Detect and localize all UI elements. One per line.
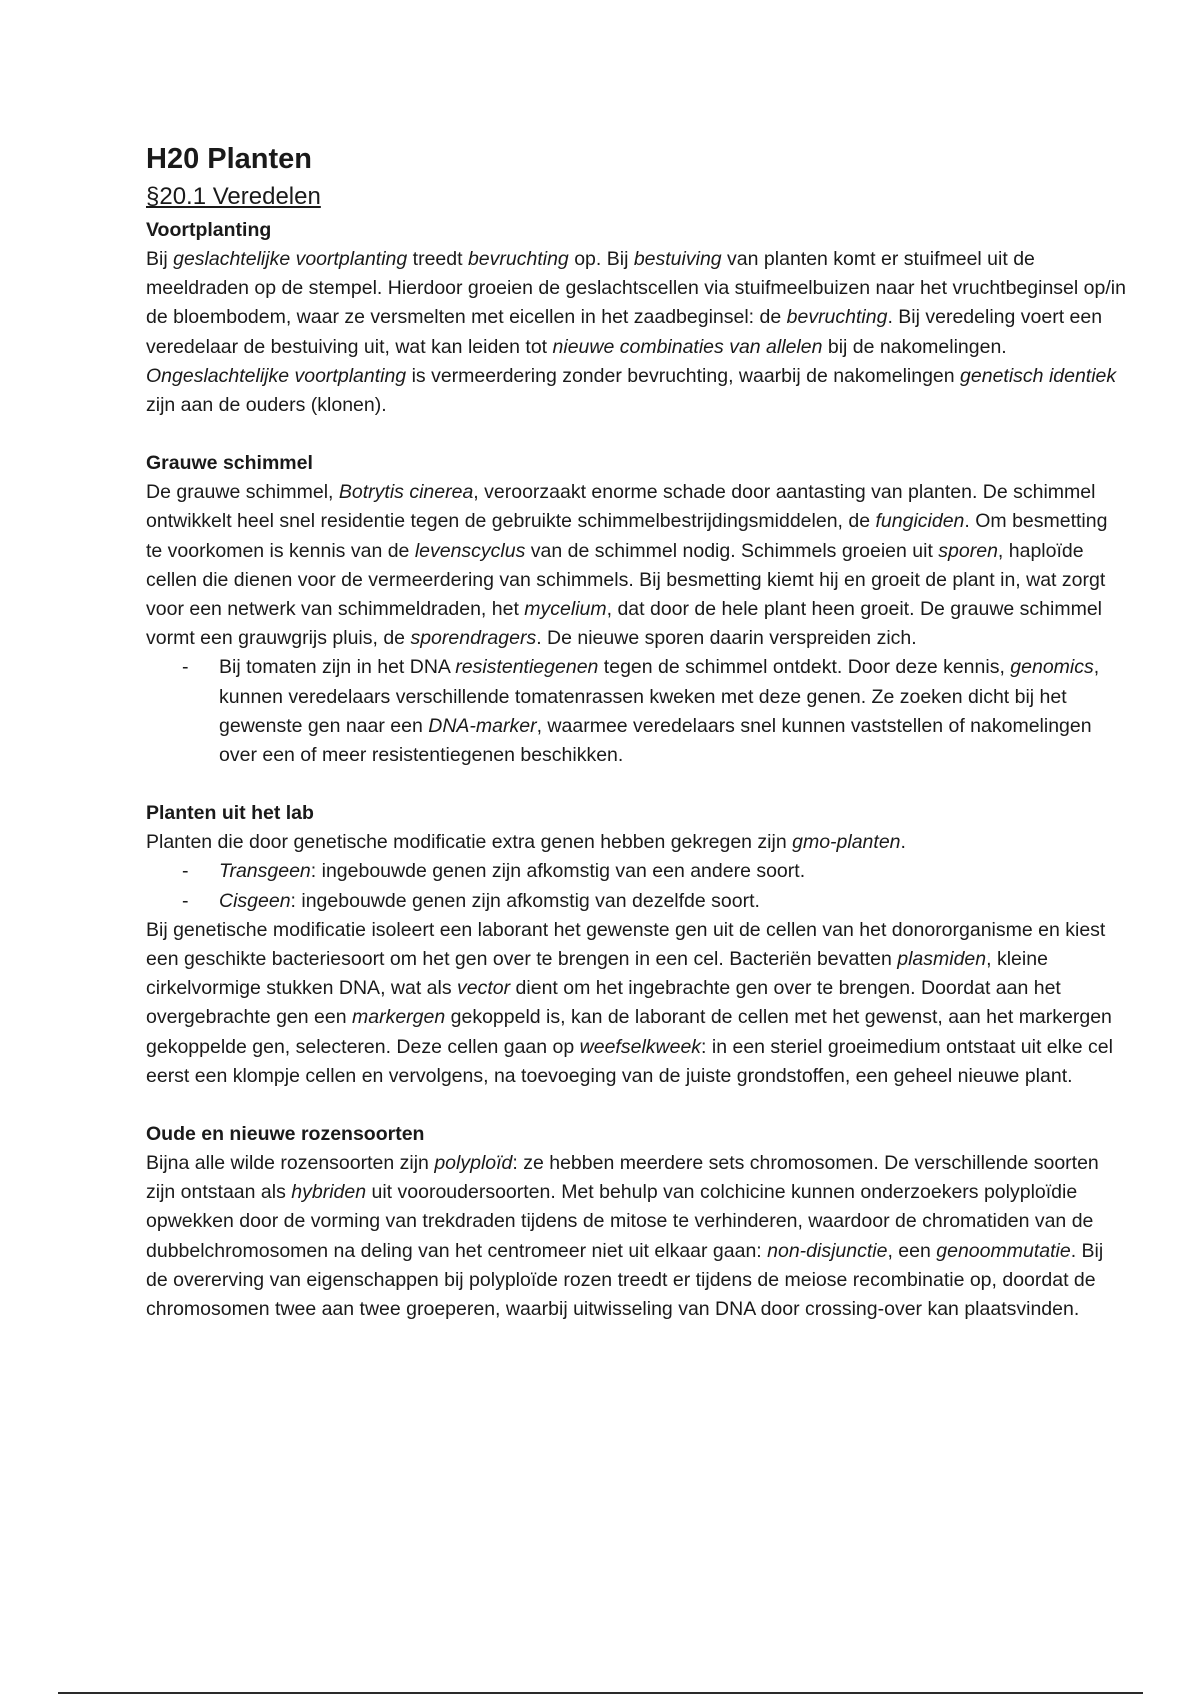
- text-run: , kleine cirkelvormige stukken DNA, wat als: [146, 948, 1048, 1000]
- italic-term: non-disjunctie: [767, 1239, 888, 1262]
- paragraph-planten-lab: [146, 916, 1126, 1091]
- section-title: §20.1 Veredelen: [146, 183, 321, 210]
- text-run: : ze hebben meerdere sets chromosomen. De verschillende soorten zijn ontstaan als: [146, 1152, 1099, 1204]
- italic-term: sporendragers: [410, 627, 537, 650]
- list-item-text: [219, 890, 760, 912]
- text-run: : ingebouwde genen zijn afkomstig van een andere soort.: [310, 860, 806, 883]
- italic-term: Ongeslachtelijke voortplanting: [146, 364, 407, 387]
- heading-grauwe-schimmel: Grauwe schimmel: [146, 452, 313, 475]
- text-run: , haploïde cellen die dienen voor de vermeerdering van schimmels. Bij besmetting kiemt hij en groeit de plant in, wat zorgt voor een netwerk van schimmeldraden, het: [146, 539, 1106, 621]
- italic-term: markergen: [352, 1006, 446, 1029]
- bullet-list-grauwe-schimmel: [146, 653, 1126, 770]
- italic-term: Cisgeen: [219, 889, 291, 912]
- spacer: [146, 420, 1126, 449]
- text-run: Bij genetische modificatie isoleert een laborant het gewenste gen uit de cellen van het donororganisme en kiest een geschikte bacteriesoort om het gen over te brengen in een cel. Bacteriën bevatten: [146, 918, 1106, 971]
- text-run: : ingebouwde genen zijn afkomstig van dezelfde soort.: [290, 889, 760, 912]
- text-run: Bij tomaten zijn in het DNA: [219, 656, 456, 679]
- text-run: .: [900, 831, 906, 854]
- section-rozensoorten: [146, 1120, 1126, 1324]
- chapter-title: H20 Planten: [146, 143, 312, 175]
- bullet-list-planten-lab: [146, 857, 1126, 915]
- italic-term: Transgeen: [219, 860, 311, 883]
- text-run: zijn aan de ouders (klonen).: [146, 394, 387, 417]
- italic-term: weefselkweek: [579, 1035, 702, 1058]
- document-page: [146, 142, 1126, 1324]
- italic-term: fungiciden: [875, 510, 965, 533]
- italic-term: Botrytis cinerea: [338, 481, 474, 504]
- section-voortplanting: [146, 216, 1126, 420]
- italic-term: genetisch identiek: [960, 364, 1117, 387]
- italic-term: polyploïd: [434, 1152, 513, 1175]
- text-run: op. Bij: [568, 248, 634, 270]
- dash-bullet: -: [182, 860, 189, 883]
- dash-bullet: -: [182, 889, 189, 912]
- italic-term: levenscyclus: [414, 539, 526, 562]
- heading-planten-lab: Planten uit het lab: [146, 802, 314, 825]
- text-run: . Bij veredeling voert een veredelaar de bestuiving uit, wat kan leiden tot: [146, 306, 1103, 358]
- spacer: [146, 1091, 1126, 1120]
- text-run: , dat door de hele plant heen groeit. De grauwe schimmel vormt een grauwgrijs pluis, de: [146, 598, 1102, 650]
- text-run: , waarmee veredelaars snel kunnen vaststellen of nakomelingen over een of meer resistentiegenen beschikken.: [219, 714, 1092, 767]
- text-run: , een: [887, 1239, 937, 1262]
- paragraph-rozensoorten: [146, 1149, 1126, 1324]
- text-run: : in een steriel groeimedium ontstaat uit elke cel eerst een klompje cellen en vervolgens, na toevoeging van de juiste grondstoffen, een geheel nieuwe plant.: [146, 1035, 1113, 1087]
- italic-term: sporen: [938, 539, 998, 562]
- text-run: Bijna alle wilde rozensoorten zijn: [146, 1152, 435, 1175]
- list-item-text: [219, 860, 805, 882]
- text-run: De grauwe schimmel,: [146, 481, 339, 504]
- italic-term: vector: [457, 977, 511, 1000]
- text-run: van de schimmel nodig. Schimmels groeien uit: [525, 539, 939, 562]
- footer-divider: [58, 1692, 1143, 1694]
- text-run: tegen de schimmel ontdekt. Door deze kennis,: [598, 656, 1011, 679]
- text-run: gekoppeld is, kan de laborant de cellen met het gewenst, aan het markergen gekoppelde gen, selecteren. Deze cellen gaan op: [146, 1006, 1112, 1058]
- italic-term: hybriden: [291, 1181, 367, 1204]
- list-item: [146, 653, 1126, 770]
- text-run: uit vooroudersoorten. Met behulp van colchicine kunnen onderzoekers polyploïdie opwekken door de vorming van trekdraden tijdens de mitose te verhinderen, waardoor de chromatiden van de dubbelchromosomen na deling van het centromeer niet uit elkaar gaan:: [146, 1181, 1094, 1262]
- heading-voortplanting: Voortplanting: [146, 219, 272, 241]
- paragraph-voortplanting: [146, 245, 1126, 420]
- text-run: Bij: [146, 248, 174, 270]
- dash-bullet: -: [182, 656, 189, 679]
- section-planten-lab: [146, 799, 1126, 1091]
- text-run: . Om besmetting te voorkomen is kennis van de: [146, 510, 1108, 562]
- text-run: Planten die door genetische modificatie extra genen hebben gekregen zijn: [146, 831, 793, 854]
- paragraph-planten-lab-intro: [146, 828, 1126, 857]
- italic-term: genomics: [1010, 656, 1094, 679]
- italic-term: bestuiving: [633, 248, 722, 270]
- paragraph-grauwe-schimmel: [146, 478, 1126, 653]
- italic-term: geslachtelijke voortplanting: [173, 248, 408, 270]
- italic-term: bevruchting: [467, 248, 569, 270]
- italic-term: mycelium: [524, 598, 607, 621]
- text-run: is vermeerdering zonder bevruchting, waarbij de nakomelingen: [406, 364, 961, 387]
- text-run: bij de nakomelingen.: [822, 335, 1007, 358]
- spacer: [146, 770, 1126, 799]
- italic-term: DNA-marker: [428, 714, 537, 737]
- list-item: [146, 857, 1126, 886]
- text-run: , veroorzaakt enorme schade door aantasting van planten. De schimmel ontwikkelt heel snel residentie tegen de gebruikte schimmelbestrijdingsmiddelen, de: [146, 481, 1096, 533]
- text-run: van planten komt er stuifmeel uit de meeldraden op de stempel. Hierdoor groeien de geslachtscellen via stuifmeelbuizen naar het vruchtbeginsel op/in de bloembodem, waar ze versmelten met eicellen in het zaadbeginsel: de: [146, 248, 1126, 329]
- italic-term: gmo-planten: [792, 831, 901, 854]
- text-run: . De nieuwe sporen daarin verspreiden zich.: [536, 627, 917, 650]
- italic-term: bevruchting: [786, 306, 888, 329]
- italic-term: plasmiden: [897, 948, 987, 971]
- text-run: dient om het ingebrachte gen over te brengen. Doordat aan het overgebrachte gen een: [146, 977, 1061, 1029]
- text-run: . Bij de overerving van eigenschappen bij polyploïde rozen treedt er tijdens de meiose recombinatie op, doordat de chromosomen twee aan twee groeperen, waarbij uitwisseling van DNA door crossing-over kan plaatsvinden.: [146, 1239, 1104, 1321]
- section-grauwe-schimmel: [146, 449, 1126, 770]
- italic-term: resistentiegenen: [455, 656, 599, 679]
- italic-term: nieuwe combinaties van allelen: [552, 335, 823, 358]
- heading-rozensoorten: Oude en nieuwe rozensoorten: [146, 1123, 425, 1146]
- text-run: treedt: [407, 248, 468, 270]
- text-run: , kunnen veredelaars verschillende tomatenrassen kweken met deze genen. Ze zoeken dicht bij het gewenste gen naar een: [219, 656, 1100, 737]
- italic-term: genoommutatie: [936, 1239, 1071, 1262]
- list-item: [146, 887, 1126, 916]
- list-item-text: [219, 656, 1099, 766]
